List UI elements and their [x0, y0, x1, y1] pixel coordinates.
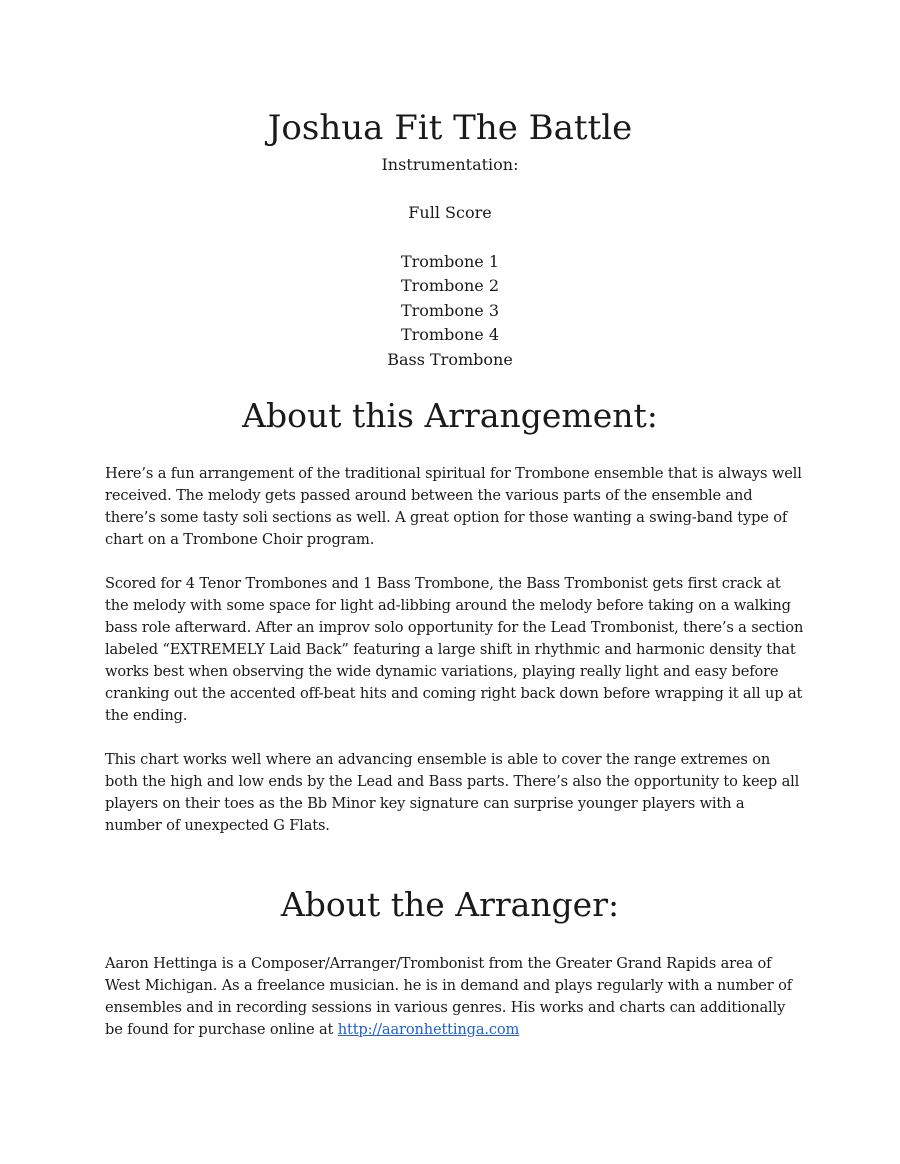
arrangement-heading: About this Arrangement:: [242, 396, 658, 435]
part-item: Trombone 4: [400, 325, 500, 345]
full-score-label: Full Score: [408, 203, 492, 222]
arranger-bio-text: Aaron Hettinga is a Composer/Arranger/Trombonist from the Greater Grand Rapids area of West Michigan. As a freelance musician. he is in demand and plays regularly with a number of ensembles and in recording sessions in various genres. His works and charts can additionally be found for purchase online at: [105, 955, 792, 1038]
instrumentation-label: Instrumentation:: [381, 155, 519, 174]
website-link[interactable]: http://aaronhettinga.com: [337, 1021, 520, 1038]
part-item: Trombone 2: [400, 276, 500, 296]
arrangement-paragraph: Here’s a fun arrangement of the traditional spiritual for Trombone ensemble that is always well received. The melody gets passed around between the various parts of the ensemble and there’s some tasty soli sections as well. A great option for those wanting a swing-band type of chart on a Trombone Choir program.: [105, 465, 802, 548]
arranger-heading: About the Arranger:: [280, 885, 620, 924]
arranger-bio: [105, 953, 805, 1041]
parts-list: [0, 250, 900, 372]
part-item: Bass Trombone: [387, 349, 513, 369]
arrangement-paragraph: Scored for 4 Tenor Trombones and 1 Bass Trombone, the Bass Trombonist gets first crack at the melody with some space for light ad-libbing around the melody before taking on a walking bass role afterward. After an improv solo opportunity for the Lead Trombonist, there’s a section labeled “EXTREMELY Laid Back” featuring a large shift in rhythmic and harmonic density that works best when observing the wide dynamic variations, playing really light and easy before cranking out the accented off-beat hits and coming right back down before wrapping it all up at the ending.: [105, 575, 804, 724]
arrangement-paragraph: This chart works well where an advancing ensemble is able to cover the range extremes on both the high and low ends by the Lead and Bass parts. There’s also the opportunity to keep all players on their toes as the Bb Minor key signature can surprise younger players with a number of unexpected G Flats.: [105, 751, 800, 834]
part-item: Trombone 1: [400, 252, 500, 271]
part-item: Trombone 3: [400, 300, 500, 320]
document-title: Joshua Fit The Battle: [267, 108, 633, 148]
